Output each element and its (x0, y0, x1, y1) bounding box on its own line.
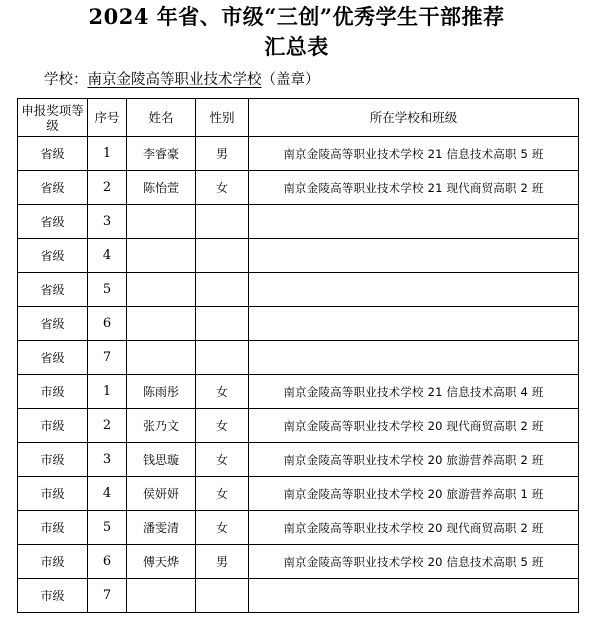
cell-gender: 女 (196, 171, 249, 205)
cell-award-level: 市级 (18, 409, 88, 443)
cell-student-name: 张乃文 (127, 409, 196, 443)
cell-seq: 6 (88, 307, 127, 341)
cell-seq: 5 (88, 511, 127, 545)
cell-gender: 女 (196, 409, 249, 443)
table-row (18, 511, 579, 545)
cell-seq: 7 (88, 579, 127, 613)
cell-school-class (249, 307, 579, 341)
cell-gender: 女 (196, 477, 249, 511)
document-title-line-1: 2024 年省、市级“三创”优秀学生干部推荐 (88, 4, 505, 29)
cell-seq: 4 (88, 477, 127, 511)
cell-school-class (249, 205, 579, 239)
cell-award-level: 市级 (18, 443, 88, 477)
table-row (18, 443, 579, 477)
cell-student-name (127, 273, 196, 307)
summary-table (17, 98, 579, 613)
cell-school-class: 南京金陵高等职业技术学校 20 信息技术高职 5 班 (249, 545, 579, 579)
cell-award-level: 省级 (18, 273, 88, 307)
cell-gender: 女 (196, 375, 249, 409)
cell-award-level: 市级 (18, 511, 88, 545)
document-title-line-2: 汇总表 (264, 34, 329, 59)
cell-school-class (249, 273, 579, 307)
cell-seq: 2 (88, 409, 127, 443)
cell-student-name: 陈怡萱 (127, 171, 196, 205)
cell-school-class (249, 239, 579, 273)
cell-award-level: 省级 (18, 205, 88, 239)
header-school-class: 所在学校和班级 (249, 99, 579, 137)
cell-award-level: 市级 (18, 375, 88, 409)
cell-student-name (127, 579, 196, 613)
cell-school-class: 南京金陵高等职业技术学校 21 信息技术高职 5 班 (249, 137, 579, 171)
cell-seq: 2 (88, 171, 127, 205)
header-award-level: 申报奖项等级 (18, 99, 88, 137)
cell-school-class: 南京金陵高等职业技术学校 20 旅游营养高职 2 班 (249, 443, 579, 477)
cell-student-name: 侯妍妍 (127, 477, 196, 511)
cell-student-name: 潘雯清 (127, 511, 196, 545)
cell-school-class: 南京金陵高等职业技术学校 21 现代商贸高职 2 班 (249, 171, 579, 205)
cell-school-class: 南京金陵高等职业技术学校 20 现代商贸高职 2 班 (249, 409, 579, 443)
cell-student-name: 傅天烨 (127, 545, 196, 579)
table-row (18, 409, 579, 443)
table-row (18, 239, 579, 273)
table-row (18, 579, 579, 613)
cell-student-name (127, 239, 196, 273)
school-label: 学校： (44, 72, 88, 88)
cell-gender (196, 239, 249, 273)
header-name: 姓名 (127, 99, 196, 137)
cell-award-level: 市级 (18, 545, 88, 579)
cell-award-level: 市级 (18, 477, 88, 511)
header-seq: 序号 (88, 99, 127, 137)
cell-award-level: 省级 (18, 137, 88, 171)
cell-seq: 1 (88, 137, 127, 171)
cell-seq: 4 (88, 239, 127, 273)
cell-seq: 3 (88, 205, 127, 239)
cell-award-level: 省级 (18, 239, 88, 273)
table-body (18, 137, 579, 613)
school-name: 南京金陵高等职业技术学校 (87, 72, 262, 88)
table-row (18, 137, 579, 171)
cell-student-name: 李睿豪 (127, 137, 196, 171)
cell-student-name (127, 205, 196, 239)
cell-gender: 男 (196, 137, 249, 171)
cell-seq: 3 (88, 443, 127, 477)
table-row (18, 477, 579, 511)
table-row (18, 341, 579, 375)
table-row (18, 171, 579, 205)
header-gender: 性别 (196, 99, 249, 137)
cell-award-level: 省级 (18, 341, 88, 375)
cell-school-class: 南京金陵高等职业技术学校 21 信息技术高职 4 班 (249, 375, 579, 409)
table-row (18, 307, 579, 341)
cell-student-name: 陈雨彤 (127, 375, 196, 409)
school-line (44, 70, 320, 90)
table-row (18, 375, 579, 409)
cell-gender (196, 273, 249, 307)
cell-gender (196, 205, 249, 239)
cell-award-level: 省级 (18, 307, 88, 341)
cell-seq: 6 (88, 545, 127, 579)
cell-seq: 1 (88, 375, 127, 409)
cell-student-name (127, 307, 196, 341)
table-header-row (18, 99, 579, 137)
table-row (18, 273, 579, 307)
cell-gender: 女 (196, 443, 249, 477)
cell-gender: 男 (196, 545, 249, 579)
cell-school-class: 南京金陵高等职业技术学校 20 现代商贸高职 2 班 (249, 511, 579, 545)
cell-school-class: 南京金陵高等职业技术学校 20 旅游营养高职 1 班 (249, 477, 579, 511)
cell-gender (196, 307, 249, 341)
cell-award-level: 省级 (18, 171, 88, 205)
cell-seq: 7 (88, 341, 127, 375)
cell-student-name (127, 341, 196, 375)
table-row (18, 545, 579, 579)
cell-award-level: 市级 (18, 579, 88, 613)
cell-school-class (249, 341, 579, 375)
cell-gender (196, 579, 249, 613)
cell-school-class (249, 579, 579, 613)
cell-gender (196, 341, 249, 375)
seal-note: （盖章） (261, 72, 320, 88)
cell-student-name: 钱思璇 (127, 443, 196, 477)
cell-gender: 女 (196, 511, 249, 545)
cell-seq: 5 (88, 273, 127, 307)
table-row (18, 205, 579, 239)
